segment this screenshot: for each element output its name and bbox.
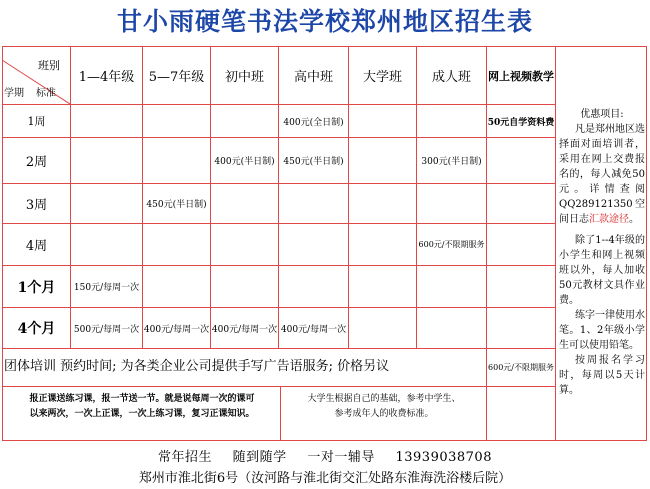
corner-period-label: 学期 [4, 88, 24, 99]
promo-text: 。 [629, 214, 639, 225]
price-cell: 300元(半日制) [421, 157, 482, 167]
promo-heading: 优惠项目: [580, 109, 624, 120]
promo-paragraph-1 [559, 122, 645, 227]
col-header-senior: 高中班 [293, 70, 333, 85]
corner-class-label: 班别 [38, 59, 60, 72]
price-cell: 500元/每周一次 [73, 324, 140, 335]
footer-phone: 13939038708 [395, 450, 492, 465]
price-cell: 450元(半日制) [146, 200, 207, 210]
price-cell: 400元/每周一次 [143, 324, 210, 335]
row-label-1week: 1周 [27, 115, 46, 128]
price-cell: 400元/每周一次 [280, 324, 347, 335]
practice-class-note [4, 392, 280, 422]
footer-item: 常年招生 [158, 450, 213, 465]
promo-paragraph-3: 练字一律使用水笔。1、2年级小学生可以使用铅笔。 [559, 310, 645, 351]
row-label-4week: 4周 [25, 239, 48, 254]
group-service-price: 600元/不限期服务 [488, 363, 554, 372]
footer-item: 一对一辅导 [307, 450, 375, 465]
row-label-1month: 1个月 [17, 279, 56, 296]
footer-item: 随到随学 [232, 450, 287, 465]
promotion-panel [559, 107, 645, 398]
price-cell: 450元(半日制) [283, 157, 344, 167]
col-header-online: 网上视频教学 [488, 69, 554, 83]
corner-standard-label: 标准 [36, 88, 56, 99]
footer-address: 郑州市淮北街6号（汝河路与淮北街交汇处路东淮海洗浴楼后院） [138, 471, 512, 486]
promo-text: 凡是郑州地区选择面对面培训者，采用在网上交费报名的，每人减免50元。详情查阅QQ289121350空间日志 [559, 124, 645, 225]
price-cell: 50元自学资料费 [487, 117, 555, 128]
col-header-adult: 成人班 [431, 70, 471, 85]
footer-slogan [0, 446, 650, 465]
price-cell: 400元(半日制) [214, 157, 275, 167]
note-line: 大学生根据自己的基础，参考中学生、 [307, 394, 461, 404]
page-title: 甘小雨硬笔书法学校郑州地区招生表 [116, 7, 533, 36]
note-line: 报正课送练习课，报一节送一节。就是说每周一次的课可 [29, 394, 255, 404]
note-line: 参考成年人的收费标准。 [334, 409, 434, 419]
group-training-text: 团体培训 预约时间; 为各类企业公司提供手写广告语服务; 价格另议 [4, 359, 390, 374]
col-header-grade5-7: 5—7年级 [148, 70, 205, 85]
col-header-grade1-4: 1—4年级 [78, 70, 135, 85]
col-header-college: 大学班 [362, 70, 402, 85]
promo-paragraph-4: 按周报名学习时，每周以5天计算。 [559, 355, 645, 396]
price-cell: 400元(全日制) [283, 117, 344, 128]
row-label-2week: 2周 [25, 155, 48, 170]
row-label-4month: 4个月 [17, 321, 56, 337]
row-label-3week: 3周 [25, 198, 48, 213]
promo-paragraph-2: 除了1--4年级的小学生和网上视频班以外，每人加收50元教材文具作业费。 [559, 235, 645, 306]
price-cell: 400元/每周一次 [211, 324, 278, 335]
note-line: 以来两次，一次上正课，一次上练习课，复习正课知识。 [29, 409, 255, 419]
remittance-link-text: 汇款途径 [589, 214, 629, 225]
price-cell: 600元/不限期服务 [418, 240, 485, 249]
price-cell: 150元/每周一次 [73, 283, 140, 293]
col-header-junior: 初中班 [224, 70, 264, 85]
college-fee-note [284, 392, 484, 422]
